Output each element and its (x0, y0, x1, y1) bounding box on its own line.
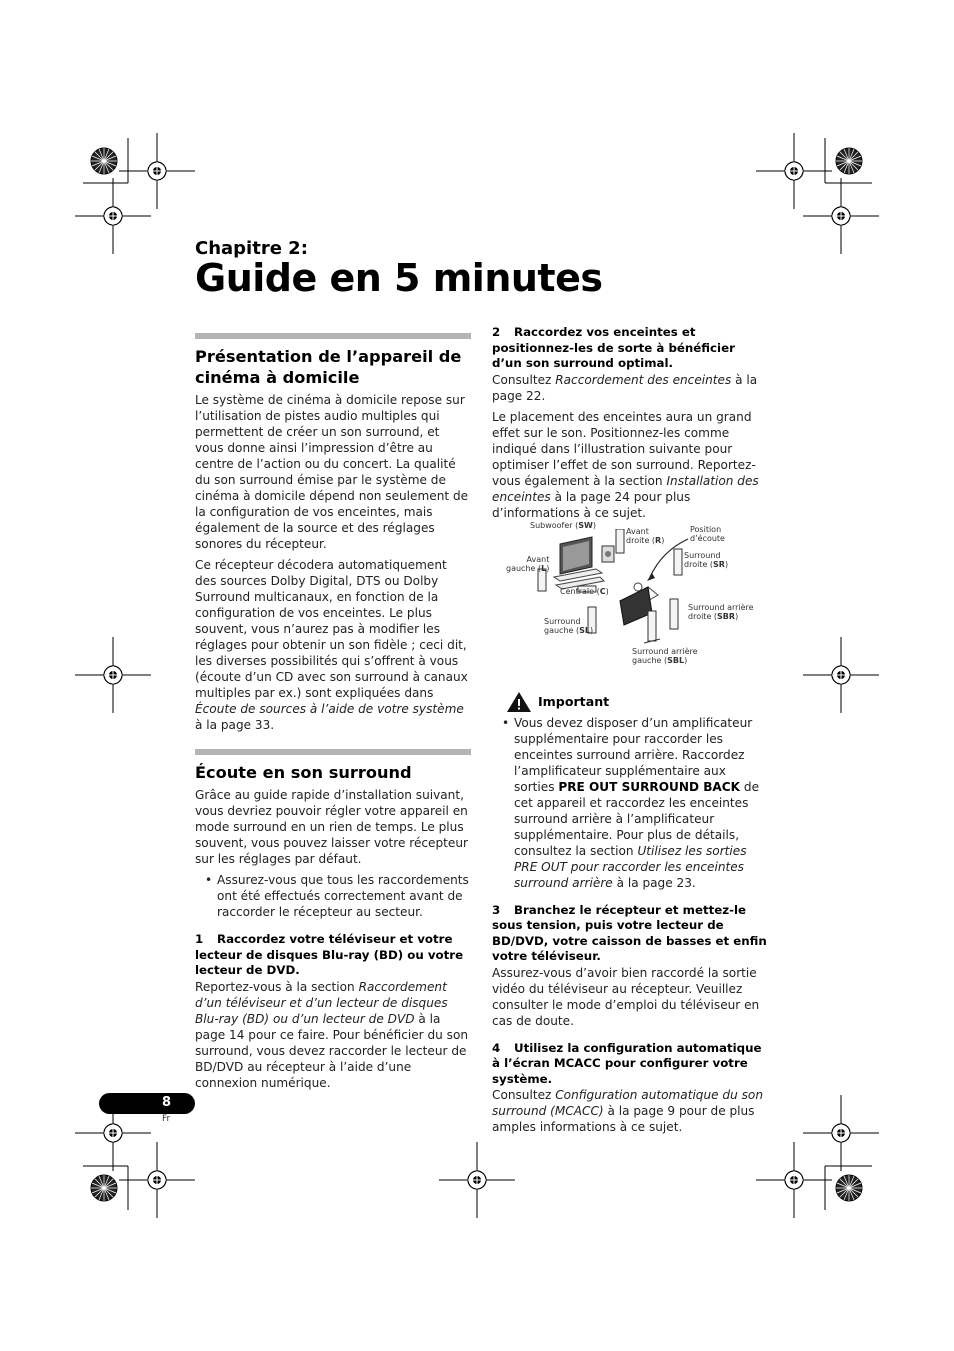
paragraph: Reportez-vous à la section Raccordement d’un téléviseur et d’un lecteur de disques Blu-ray (BD) ou d’un lecteur de DVD à la page 14 pour ce faire. Pour bénéficier du son surround, vous devez raccorder le lecteur de BD/DVD au récepteur à l’aide d’une connexion numérique. (195, 979, 469, 1090)
label-surround-back-right: Surround arrière droite (SBR) (688, 602, 754, 621)
paragraph: Ce récepteur décodera automatiquement des sources Dolby Digital, DTS ou Dolby Surround multicanaux, en fonction de la configuration de vos enceintes. Le plus souvent, vous n’aurez pas à modifier les réglages pour obtenir un son fidèle ; ceci dit, les diverses possibilités qui s’offrent à vous (écoute d’un CD avec son surround à canaux multiples par ex.) sont expliquées dans Écoute de sources à l’aide de votre système à la page 33. (195, 558, 468, 732)
step-4-heading: 4 Utilisez la configuration automatique à l’écran MCACC pour configurer votre système. (492, 1040, 762, 1086)
section-heading-presentation: Présentation de l’appareil de cinéma à domicile (195, 347, 462, 387)
list-item: • Vous devez disposer d’un amplificateur supplémentaire pour raccorder les enceintes surround arrière. Raccordez l’amplificateur supplémentaire aux sorties PRE OUT SURROUND BACK de cet appareil et raccordez les enceintes surround arrière à l’amplificateur supplémentaire. Pour plus de détails, consultez la section Utilisez les sorties PRE OUT pour raccorder les enceintes surround arrière à la page 23. (514, 715, 768, 891)
page-number-tab (99, 1093, 195, 1114)
step-1-heading: 1 Raccordez votre téléviseur et votre lecteur de disques Blu-ray (BD) ou votre lecteur de DVD. (195, 932, 464, 977)
cross-reference: Installation des enceintes (492, 473, 759, 504)
paragraph: Assurez-vous d’avoir bien raccordé la sortie vidéo du téléviseur au récepteur. Veuillez consulter le mode d’emploi du téléviseur en cas de doute. (492, 965, 760, 1028)
cross-reference: Raccordement d’un téléviseur et d’un lecteur de disques Blu-ray (BD) ou d’un lecteur de DVD (195, 979, 448, 1026)
label-center: Centrale (C) (560, 586, 609, 596)
speaker-placement-diagram (492, 520, 768, 681)
label-surround-right: Surround droite (SR) (684, 550, 729, 569)
cross-reference: Écoute de sources à l’aide de votre système (195, 702, 464, 716)
section-heading-surround: Écoute en son surround (195, 763, 412, 782)
list-item: • Assurez-vous que tous les raccordements ont été effectués correctement avant de raccorder le récepteur au secteur. (217, 872, 471, 920)
page-number: 8 (162, 1095, 172, 1110)
important-label: Important (538, 693, 610, 709)
step-2-heading: 2 Raccordez vos enceintes et positionnez-les de sorte à bénéficier d’un son surround optimal. (492, 325, 735, 370)
cross-reference: Raccordement des enceintes (555, 372, 732, 387)
cross-reference: Utilisez les sorties PRE OUT pour raccorder les enceintes surround arrière (514, 843, 747, 890)
paragraph: Le placement des enceintes aura un grand effet sur le son. Positionnez-les comme indiqué dans l’illustration suivante pour optimiser l’effet de son surround. Reportez-vous également à la section Installation des enceintes à la page 24 pour plus d’informations à ce sujet. (492, 409, 759, 520)
bullet-list (492, 715, 768, 891)
label-front-right: Avant droite (R) (626, 526, 665, 545)
label-surround-left: Surround gauche (SL) (544, 616, 594, 635)
paragraph: Consultez Raccordement des enceintes à la page 22. (492, 372, 758, 403)
left-column (195, 333, 471, 1096)
paragraph: Grâce au guide rapide d’installation suivant, vous devriez pouvoir régler votre appareil en mode surround en un rien de temps. Le plus souvent, vous pouvez laisser votre récepteur sur les réglages par défaut. (195, 788, 468, 866)
language-code: Fr (162, 1114, 171, 1124)
section-divider (195, 333, 471, 339)
label-subwoofer: Subwoofer (SW) (530, 520, 596, 530)
label-listening-position: Position d’écoute (690, 524, 725, 543)
paragraph: Le système de cinéma à domicile repose sur l’utilisation de pistes audio multiples qui permettent de créer un son surround, et vous donne ainsi l’impression d’être au centre de l’action ou du concert. La qualité du son surround émise par le système de cinéma à domicile dépend non seulement de la configuration de vos enceintes, mais également de la source et des réglages sonores du récepteur. (195, 393, 469, 551)
cross-reference: Configuration automatique du son surround (MCACC) (492, 1088, 763, 1118)
warning-icon (506, 691, 532, 713)
label-surround-back-left: Surround arrière gauche (SBL) (632, 646, 698, 665)
important-notice (506, 691, 768, 713)
right-column (492, 325, 768, 1140)
chapter-title: Guide en 5 minutes (195, 256, 603, 300)
step-3-heading: 3 Branchez le récepteur et mettez-le sous tension, puis votre lecteur de BD/DVD, votre caisson de basses et enfin votre téléviseur. (492, 902, 767, 963)
bullet-list (195, 872, 471, 920)
label-front-left: Avant gauche (L) (506, 554, 550, 573)
paragraph: Consultez Configuration automatique du son surround (MCACC) à la page 9 pour de plus amples informations à ce sujet. (492, 1088, 763, 1134)
chapter-label: Chapitre 2: (195, 238, 308, 259)
section-divider (195, 749, 471, 755)
